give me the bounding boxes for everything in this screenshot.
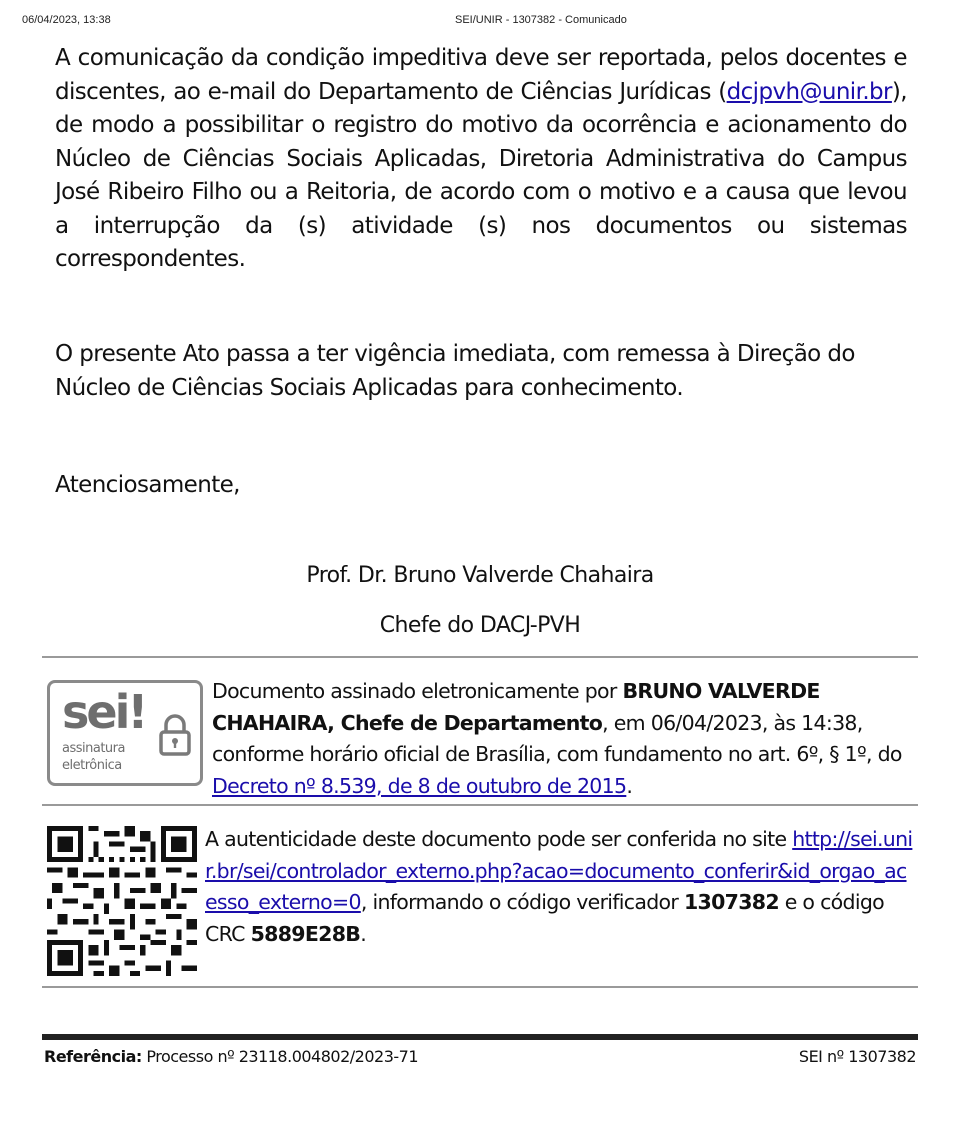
esig-text-1: Documento assinado eletronicamente por [212, 679, 623, 703]
signer-role: Chefe do DACJ-PVH [379, 613, 581, 638]
print-header [0, 14, 960, 30]
authenticity-text [205, 824, 915, 950]
signer-name: Prof. Dr. Bruno Valverde Chahaira [306, 563, 654, 588]
reference [44, 1047, 418, 1066]
seal-text-line1: assinatura [62, 741, 125, 756]
auth-text-3: e o código CRC [205, 890, 884, 946]
auth-text-4: . [360, 921, 367, 946]
verification-url-link[interactable]: http://sei.unir.br/sei/controlador_externo.php?acao=documento_conferir&id_orgao_acesso_externo=0 [205, 827, 913, 914]
verifier-code: 1307382 [683, 890, 779, 914]
sei-signature-seal [47, 680, 203, 786]
reference-label: Referência: [44, 1047, 142, 1066]
decree-link[interactable]: Decreto nº 8.539, de 8 de outubro de 2015 [212, 773, 627, 798]
qr-code-icon [47, 826, 197, 976]
p1-text-before: A comunicação da condição impeditiva deve ser reportada, pelos docentes e discentes, ao e-mail do Departamento de Ciências Jurídicas ( [55, 45, 907, 105]
divider [42, 804, 918, 806]
footer-rule [42, 1034, 918, 1040]
esig-text-3: . [626, 773, 633, 798]
divider [42, 986, 918, 988]
print-title: SEI/UNIR - 1307382 - Comunicado [455, 14, 627, 26]
sei-logo: sei! [62, 685, 146, 739]
print-datetime: 06/04/2023, 13:38 [22, 14, 111, 26]
paragraph-communication [55, 42, 907, 277]
sei-number: SEI nº 1307382 [798, 1047, 916, 1066]
auth-text-2: , informando o código verificador [360, 890, 684, 914]
email-link[interactable]: dcjpvh@unir.br [726, 78, 892, 105]
signer-bold: BRUNO VALVERDE CHAHAIRA, Chefe de Departamento [212, 679, 820, 735]
paragraph-validity: O presente Ato passa a ter vigência imediata, com remessa à Direção do Núcleo de Ciências Sociais Aplicadas para conhecimento. [55, 341, 855, 401]
esig-text-2: , em 06/04/2023, às 14:38, conforme horário oficial de Brasília, com fundamento no art. 6º, § 1º, do [212, 710, 902, 766]
e-signature-text [212, 676, 922, 802]
divider [42, 656, 918, 658]
seal-text-line2: eletrônica [62, 758, 122, 773]
auth-text-1: A autenticidade deste documento pode ser conferida no site [205, 827, 793, 851]
padlock-icon [158, 713, 192, 757]
crc-code: 5889E28B [250, 921, 361, 946]
p1-text-after: ), de modo a possibilitar o registro do motivo da ocorrência e acionamento do Núcleo de Ciências Sociais Aplicadas, Diretoria Administrativa do Campus José Ribeiro Filho ou a Reitoria, de acordo com o motivo e a causa que levou a interrupção da (s) atividade (s) nos documentos ou sistemas correspondentes. [55, 78, 907, 272]
reference-value: Processo nº 23118.004802/2023-71 [141, 1047, 419, 1066]
closing: Atenciosamente, [55, 472, 240, 498]
